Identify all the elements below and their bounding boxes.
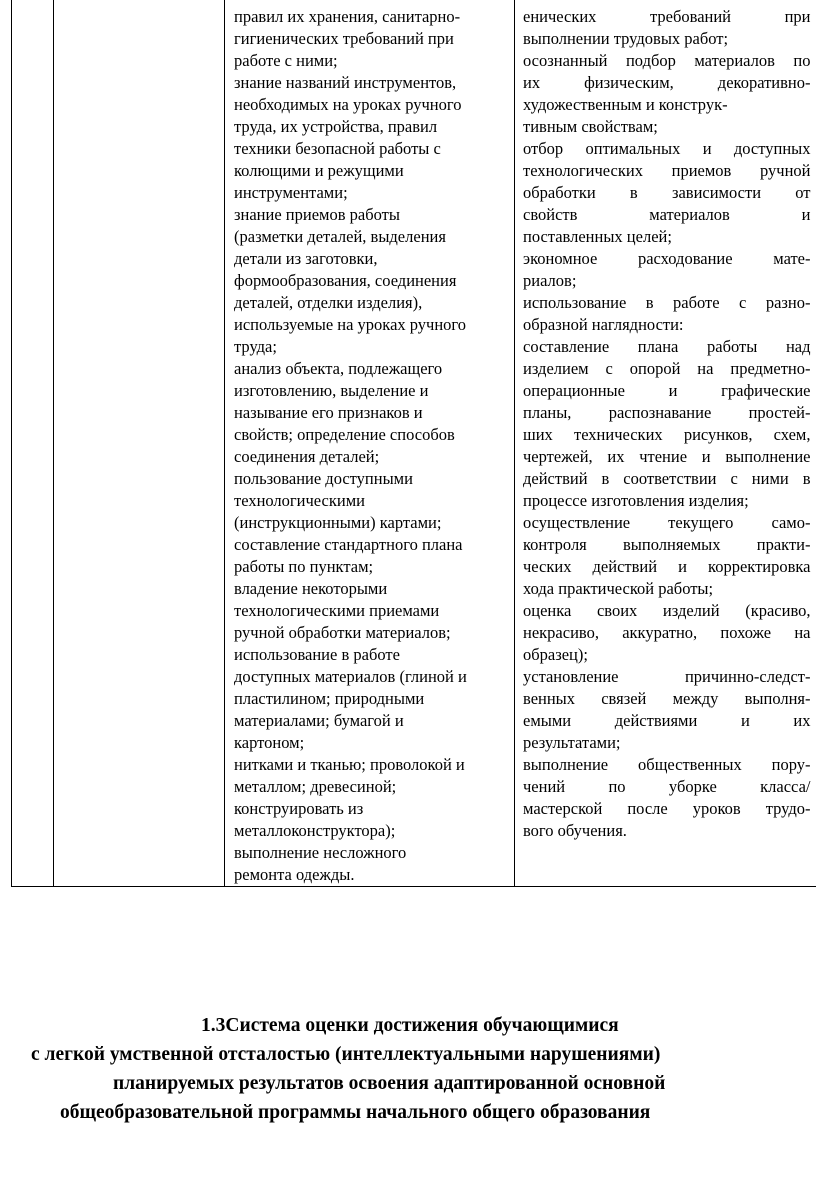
skills-text (523, 6, 811, 842)
text-line: называние его признаков и (234, 403, 423, 422)
text-line: работе с ними; (234, 51, 338, 70)
text-line: ческих действий и корректировка (523, 557, 811, 576)
text-line: знание приемов работы (234, 205, 400, 224)
text-line: соединения деталей; (234, 447, 380, 466)
text-line: металлоконструктора); (234, 821, 396, 840)
text-line: используемые на уроках ручного (234, 315, 467, 334)
text-line: труда, их устройства, правил (234, 117, 438, 136)
text-line: использование в работе (234, 645, 400, 664)
text-line: вого обучения. (523, 821, 627, 840)
text-line: инструментами; (234, 183, 348, 202)
text-line: свойств материалов и (523, 205, 811, 224)
text-line: хода практической работы; (523, 579, 714, 598)
text-line: выполнении трудовых работ; (523, 29, 729, 48)
text-line: владение некоторыми (234, 579, 388, 598)
text-line: формообразования, соединения (234, 271, 457, 290)
text-line: доступных материалов (глиной и (234, 667, 467, 686)
text-line: их физическим, декоративно- (523, 73, 811, 92)
heading-line-3: планируемых результатов освоения адаптированной основной (113, 1073, 666, 1094)
text-line: риалов; (523, 271, 577, 290)
text-line: образец); (523, 645, 588, 664)
text-line: свойств; определение способов (234, 425, 455, 444)
text-line: выполнение общественных пору- (523, 755, 811, 774)
text-line: чений по уборке класса/ (523, 777, 811, 796)
text-line: материалами; бумагой и (234, 711, 404, 730)
knowledge-text (234, 6, 508, 886)
text-line: изготовлению, выделение и (234, 381, 429, 400)
text-line: (инструкционными) картами; (234, 513, 442, 532)
text-line: контроля выполняемых практи- (523, 535, 811, 554)
text-line: отбор оптимальных и доступных (523, 139, 811, 158)
text-line: составление плана работы над (523, 337, 811, 356)
text-line: гигиенических требований при (234, 29, 454, 48)
text-line: правил их хранения, санитарно- (234, 7, 461, 26)
text-line: технологическими (234, 491, 365, 510)
text-line: тивным свойствам; (523, 117, 658, 136)
text-line: деталей, отделки изделия), (234, 293, 423, 312)
text-line: труда; (234, 337, 277, 356)
text-line: картоном; (234, 733, 305, 752)
text-line: действий в соответствии с ними в (523, 469, 811, 488)
text-line: (разметки деталей, выделения (234, 227, 446, 246)
text-line: мастерской после уроков трудо- (523, 799, 811, 818)
heading-line-1: 1.3Система оценки достижения обучающимися (201, 1015, 619, 1036)
text-line: использование в работе с разно- (523, 293, 811, 312)
text-line: конструировать из (234, 799, 364, 818)
table-cell-skills (515, 0, 816, 887)
text-line: анализ объекта, подлежащего (234, 359, 443, 378)
table-cell-knowledge (225, 0, 515, 887)
text-line: обработки в зависимости от (523, 183, 811, 202)
text-line: знание названий инструментов, (234, 73, 457, 92)
table-cell-number (12, 0, 54, 887)
text-line: детали из заготовки, (234, 249, 378, 268)
section-heading (0, 1011, 816, 1127)
text-line: венных связей между выполня- (523, 689, 811, 708)
text-line: нитками и тканью; проволокой и (234, 755, 465, 774)
text-line: установление причинно-следст- (523, 667, 811, 686)
text-line: операционные и графические (523, 381, 811, 400)
text-line: художественным и конструк- (523, 95, 728, 114)
content-table (11, 0, 816, 887)
text-line: ших технических рисунков, схем, (523, 425, 811, 444)
text-line: составление стандартного плана (234, 535, 463, 554)
text-line: техники безопасной работы с (234, 139, 441, 158)
text-line: ручной обработки материалов; (234, 623, 451, 642)
text-line: планы, распознавание простей- (523, 403, 811, 422)
text-line: металлом; древесиной; (234, 777, 397, 796)
text-line: процессе изготовления изделия; (523, 491, 749, 510)
heading-line-4: общеобразовательной программы начального общего образования (60, 1102, 651, 1123)
text-line: поставленных целей; (523, 227, 672, 246)
heading-line-2: с легкой умственной отсталостью (интеллектуальными нарушениями) (31, 1044, 661, 1065)
text-line: осуществление текущего само- (523, 513, 811, 532)
text-line: выполнение несложного (234, 843, 407, 862)
text-line: изделием с опорой на предметно- (523, 359, 811, 378)
text-line: необходимых на уроках ручного (234, 95, 462, 114)
text-line: экономное расходование мате- (523, 249, 811, 268)
text-line: колющими и режущими (234, 161, 404, 180)
text-line: ремонта одежды. (234, 865, 355, 884)
text-line: результатами; (523, 733, 621, 752)
text-line: технологическими приемами (234, 601, 440, 620)
text-line: образной наглядности: (523, 315, 684, 334)
table-cell-section (54, 0, 225, 887)
text-line: некрасиво, аккуратно, похоже на (523, 623, 811, 642)
text-line: работы по пунктам; (234, 557, 374, 576)
text-line: енических требований при (523, 7, 811, 26)
table-row (12, 0, 816, 887)
text-line: осознанный подбор материалов по (523, 51, 811, 70)
text-line: пользование доступными (234, 469, 413, 488)
text-line: чертежей, их чтение и выполнение (523, 447, 811, 466)
text-line: оценка своих изделий (красиво, (523, 601, 811, 620)
text-line: пластилином; природными (234, 689, 425, 708)
text-line: емыми действиями и их (523, 711, 811, 730)
text-line: технологических приемов ручной (523, 161, 811, 180)
